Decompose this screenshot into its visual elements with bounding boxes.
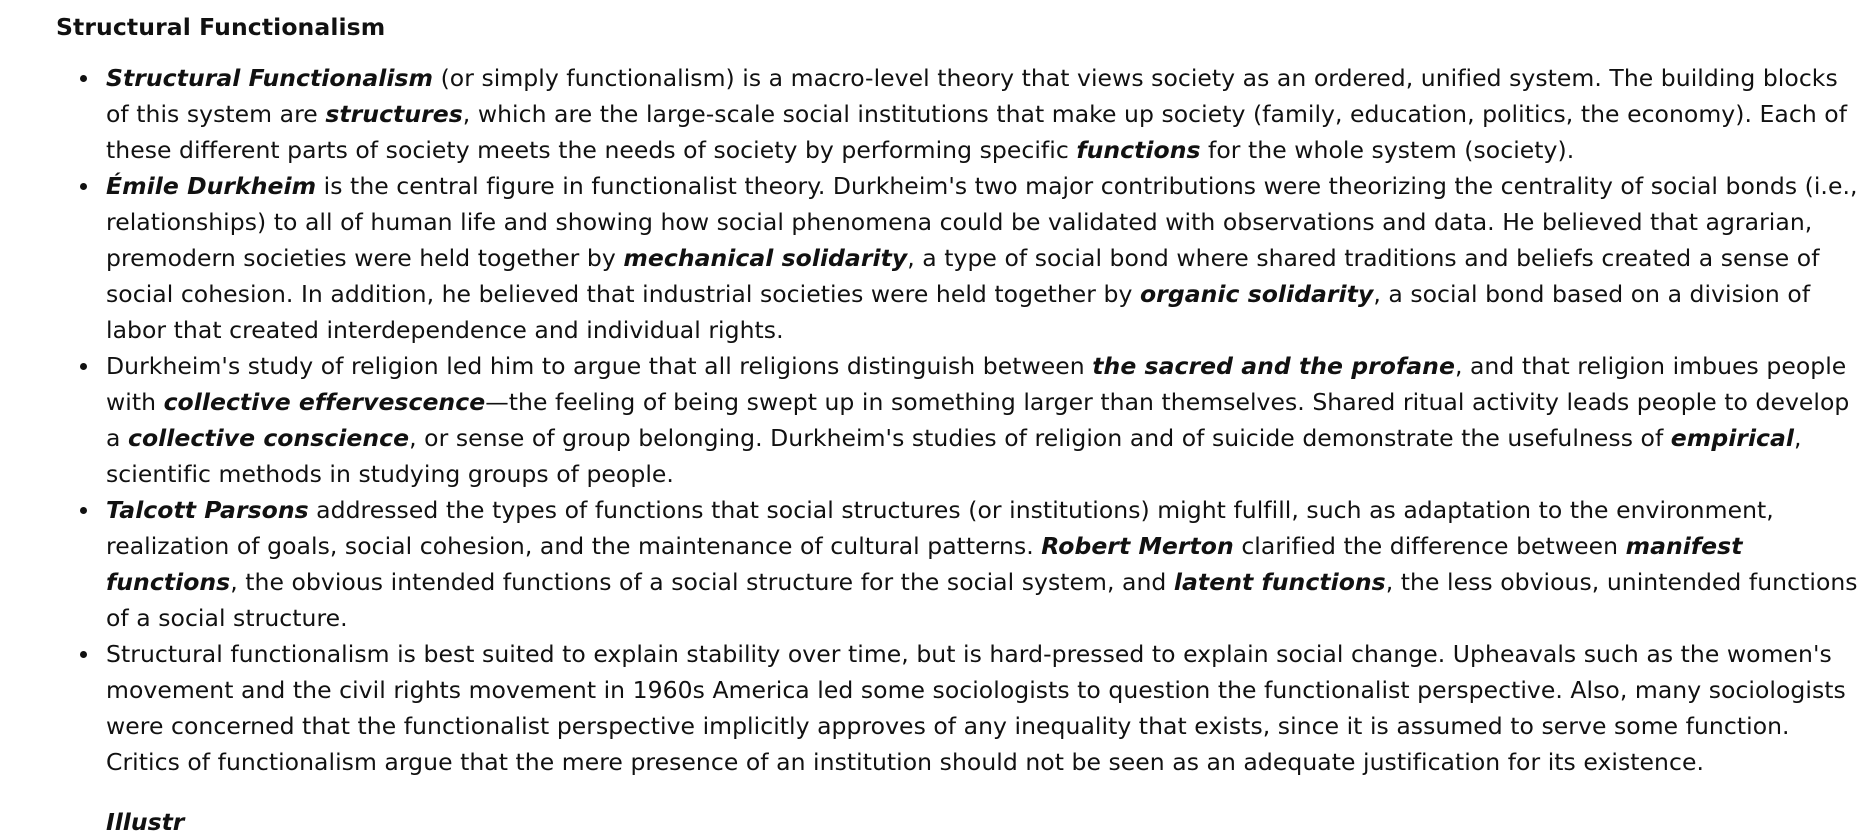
body-text: Structural functionalism is best suited to explain stability over time, but is hard-pressed to explain social change. Upheavals such as the women's movement and the civil rights movement in 1960s America led some sociologists to question the functionalist perspective. Also, many sociologists were concerned that the functionalist perspective implicitly approves of any inequality that exists, since it is assumed to serve some function. Critics of functionalism argue that the mere presence of an institution should not be seen as an adequate justification for its existence. [106, 640, 1846, 776]
body-text: , the less obvious, unintended functions of a social structure. [106, 568, 1858, 632]
body-text: is the central figure in functionalist theory. Durkheim's two major contributions were theorizing the centrality of social bonds (i.e., relationships) to all of human life and showing how social phenomena could be validated with observations and data. He believed that agrarian, premodern societies were held together by [106, 172, 1858, 272]
key-term: the sacred and the profane [1092, 352, 1455, 380]
body-text: , and that religion imbues people with [106, 352, 1847, 416]
body-text: —the feeling of being swept up in something larger than themselves. Shared ritual activity leads people to develop a [106, 388, 1850, 452]
body-text: , the obvious intended functions of a social structure for the social system, and [230, 568, 1174, 596]
body-text: , scientific methods in studying groups of people. [106, 424, 1802, 488]
key-term: mechanical solidarity [623, 244, 908, 272]
key-term: organic solidarity [1139, 280, 1374, 308]
body-text: Durkheim's study of religion led him to argue that all religions distinguish between [106, 352, 1093, 380]
key-term: latent functions [1173, 568, 1386, 596]
bullet-item [106, 492, 1866, 636]
key-term: Robert Merton [1041, 532, 1234, 560]
bullet-item [106, 168, 1866, 348]
key-term: collective effervescence [163, 388, 486, 416]
bullet-list [56, 60, 1866, 780]
body-text: , a type of social bond where shared traditions and beliefs created a sense of social cohesion. In addition, he believed that industrial societies were held together by [106, 244, 1820, 308]
body-text: for the whole system (society). [1200, 136, 1575, 164]
key-term: functions [1076, 136, 1201, 164]
document-body [56, 8, 1866, 780]
key-term: manifest functions [106, 532, 1743, 596]
body-text: , a social bond based on a division of labor that created interdependence and individual rights. [106, 280, 1811, 344]
key-term: empirical [1670, 424, 1795, 452]
key-term: structures [325, 100, 463, 128]
body-text: , which are the large-scale social institutions that make up society (family, education, politics, the economy). Each of these different parts of society meets the needs of society by performing specific [106, 100, 1848, 164]
key-term: collective conscience [127, 424, 410, 452]
key-term: Talcott Parsons [106, 496, 309, 524]
body-text: , or sense of group belonging. Durkheim's studies of religion and of suicide demonstrate the usefulness of [409, 424, 1671, 452]
next-section-heading: Illustr [106, 808, 185, 836]
body-text: (or simply functionalism) is a macro-level theory that views society as an ordered, unified system. The building blocks of this system are [106, 64, 1838, 128]
bullet-item [106, 348, 1866, 492]
body-text: clarified the difference between [1233, 532, 1626, 560]
bullet-item [106, 636, 1866, 780]
key-term: Émile Durkheim [106, 172, 317, 200]
body-text: addressed the types of functions that social structures (or institutions) might fulfill, such as adaptation to the environment, realization of goals, social cohesion, and the maintenance of cultural patterns. [106, 496, 1774, 560]
bullet-item [106, 60, 1866, 168]
key-term: Structural Functionalism [106, 64, 434, 92]
section-title: Structural Functionalism [56, 13, 386, 41]
